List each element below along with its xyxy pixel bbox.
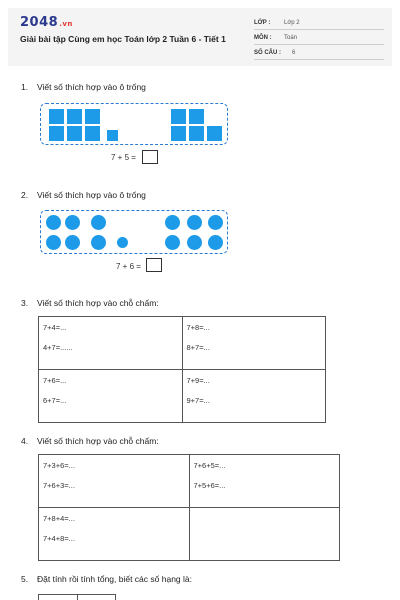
- question-text: Viết số thích hợp vào ô trống: [37, 82, 146, 92]
- cell-line: 9+7=...: [186, 396, 210, 405]
- question-number: 4.: [21, 436, 29, 446]
- cell-line: 7+5+6=...: [193, 481, 226, 490]
- circle-shape: [165, 235, 180, 250]
- table-cell-empty: [189, 508, 340, 561]
- exercise-table: [38, 316, 326, 423]
- meta-class: [254, 17, 384, 30]
- circle-shape: [65, 215, 80, 230]
- table-cell: [189, 455, 340, 508]
- question-5: [21, 574, 192, 584]
- square-group: [40, 103, 228, 145]
- question-2: [21, 190, 146, 200]
- question-number: 2.: [21, 190, 29, 200]
- square-shape: [49, 109, 64, 124]
- cell-line: 7+6+3=...: [43, 481, 75, 490]
- cell-line: 7+6=...: [43, 376, 67, 385]
- question-text: Đặt tính rồi tính tổng, biết các số hạng là:: [37, 574, 192, 584]
- cell-line: 4+7=......: [43, 343, 73, 352]
- meta-value: 6: [292, 50, 296, 56]
- table-row: [39, 508, 340, 561]
- square-shape: [49, 126, 64, 141]
- circle-shape: [187, 235, 202, 250]
- table-row: [39, 370, 326, 423]
- square-shape: [67, 109, 82, 124]
- table-cell: [182, 317, 326, 370]
- circle-shape: [65, 235, 80, 250]
- question-number: 1.: [21, 82, 29, 92]
- square-shape: [107, 130, 118, 141]
- square-shape: [171, 126, 186, 141]
- meta-subject: [254, 32, 384, 45]
- table-row: [39, 317, 326, 370]
- question-text: Viết số thích hợp vào chỗ chấm:: [37, 436, 159, 446]
- question-number: 5.: [21, 574, 29, 584]
- cell-line: 7+4=...: [43, 323, 67, 332]
- table-cell: [182, 370, 326, 423]
- page-title: Giải bài tập Cùng em học Toán lớp 2 Tuần 6 - Tiết 1: [20, 34, 226, 44]
- circle-group: [40, 210, 228, 254]
- meta-value: Lớp 2: [284, 20, 300, 26]
- cell-line: 6+7=...: [43, 396, 67, 405]
- question-text: Viết số thích hợp vào ô trống: [37, 190, 146, 200]
- exercise-table: [38, 454, 340, 561]
- table-divider: [77, 595, 78, 600]
- table-cell: [39, 317, 183, 370]
- table-row: [39, 455, 340, 508]
- meta-value: Toán: [284, 35, 298, 41]
- cell-line: 7+3+6=...: [43, 461, 75, 470]
- circle-shape: [187, 215, 202, 230]
- circle-shape: [208, 235, 223, 250]
- cell-line: 7+9=...: [186, 376, 210, 385]
- expression: 7 + 5 =: [111, 153, 136, 162]
- question-1: [21, 82, 146, 92]
- square-shape: [85, 126, 100, 141]
- page-header: [8, 8, 392, 66]
- circle-shape: [117, 237, 128, 248]
- table-cell: [39, 508, 190, 561]
- table-cell: [39, 370, 183, 423]
- cell-line: 7+6+5=...: [193, 461, 226, 470]
- circle-shape: [46, 235, 61, 250]
- table-cell: [39, 455, 190, 508]
- circle-shape: [91, 215, 106, 230]
- square-shape: [189, 109, 204, 124]
- square-shape: [85, 109, 100, 124]
- question-4: [21, 436, 159, 446]
- circle-shape: [91, 235, 106, 250]
- meta-key: SỐ CÂU :: [254, 50, 281, 56]
- answer-box[interactable]: [142, 150, 158, 164]
- site-logo[interactable]: 2048.vn: [20, 15, 73, 30]
- meta-count: [254, 47, 384, 60]
- square-shape: [67, 126, 82, 141]
- circle-shape: [165, 215, 180, 230]
- meta-key: LỚP :: [254, 20, 271, 26]
- meta-key: MÔN :: [254, 35, 272, 41]
- cell-line: 7+8+4=...: [43, 514, 75, 523]
- circle-shape: [208, 215, 223, 230]
- cell-line: 7+8=...: [186, 323, 210, 332]
- circle-shape: [46, 215, 61, 230]
- question-3: [21, 298, 159, 308]
- question-number: 3.: [21, 298, 29, 308]
- square-shape: [189, 126, 204, 141]
- answer-box[interactable]: [146, 258, 162, 272]
- square-shape: [207, 126, 222, 141]
- cell-line: 8+7=...: [186, 343, 210, 352]
- square-shape: [171, 109, 186, 124]
- expression: 7 + 6 =: [116, 262, 141, 271]
- question-text: Viết số thích hợp vào chỗ chấm:: [37, 298, 159, 308]
- exercise-table-partial: [38, 594, 116, 600]
- cell-line: 7+4+8=...: [43, 534, 75, 543]
